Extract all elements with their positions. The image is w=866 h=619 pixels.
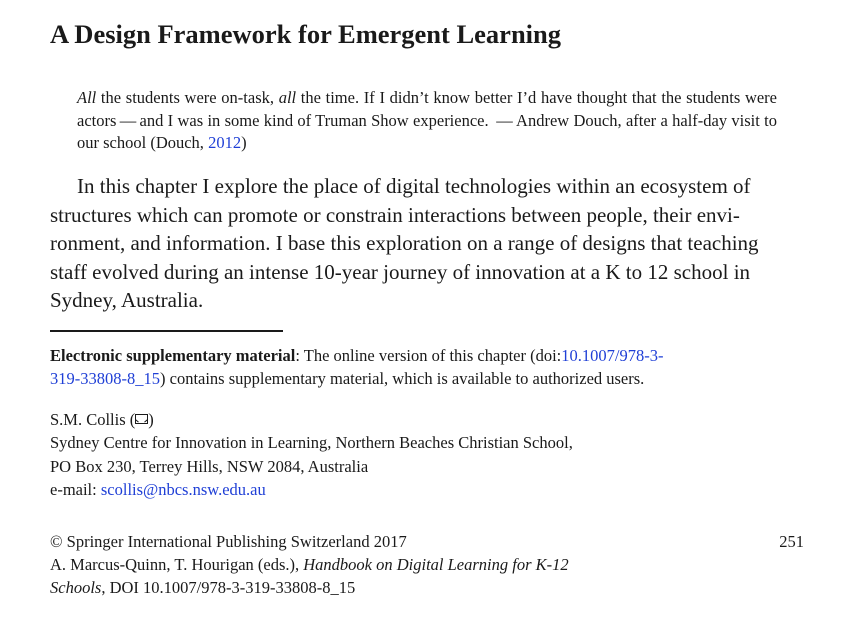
epigraph-close: ) (241, 133, 247, 152)
supplementary-text-2: ) contains supplementary material, which is available to authorized users. (160, 369, 645, 388)
author-name: S.M. Collis (50, 410, 126, 429)
author-affiliation: Sydney Centre for Innovation in Learning, Northern Beaches Christian School, (50, 433, 573, 453)
paragraph-line: In this chapter I explore the place of digital technologies within an ecosystem of (77, 174, 751, 198)
supplementary-note (50, 344, 804, 390)
doi-link-part-1[interactable]: 10.1007/978-3- (561, 346, 664, 365)
email-link[interactable]: scollis@nbcs.nsw.edu.au (100, 479, 266, 499)
author-block: S.M. Collis ( ) Sydney Centre for Innovation in Learning, Northern Beaches Christian School, PO Box 230, Terrey Hills, NSW 2084, Australia e-mail: scollis@nbcs.nsw.edu.au (50, 408, 770, 501)
epigraph-text-2: the time. If I didn’t know better I’d have thought that the students were actors — and I was in some kind of Truman Show experience. — Andrew Douch, after a half-day visit to our school (Douch, (77, 88, 778, 152)
editors-text: A. Marcus-Quinn, T. Hourigan (eds.), (50, 555, 304, 574)
doi-link-part-2[interactable]: 319-33808-8_15 (50, 369, 160, 388)
page-number: 251 (779, 532, 804, 551)
book-title-part-1: Handbook on Digital Learning for K-12 (303, 555, 569, 574)
epigraph-text-1: the students were on-task, (96, 88, 279, 107)
paragraph-line: staff evolved during an intense 10-year journey of innovation at a K to 12 school in (50, 259, 751, 284)
epigraph-emphasis-1: All (77, 88, 97, 107)
copyright-line: © Springer International Publishing Switzerland 2017 (50, 532, 407, 551)
paragraph-line: ronment, and information. I base this exploration on a range of designs that teaching (50, 231, 759, 256)
email-label: e-mail: (50, 479, 101, 499)
intro-paragraph (50, 172, 804, 315)
supplementary-text-1: : The online version of this chapter (doi: (295, 346, 562, 365)
paragraph-line: structures which can promote or constrain interactions between people, their envi- (50, 202, 740, 227)
epigraph-quote (77, 87, 777, 155)
book-title-part-2: Schools (50, 578, 102, 597)
publication-footer (50, 530, 804, 599)
citation-link[interactable]: 2012 (208, 133, 242, 152)
epigraph-emphasis-2: all (278, 88, 297, 107)
footnote-divider (50, 330, 283, 332)
book-doi: , DOI 10.1007/978-3-319-33808-8_15 (101, 578, 356, 597)
chapter-title: A Design Framework for Emergent Learning (50, 19, 562, 49)
author-address: PO Box 230, Terrey Hills, NSW 2084, Australia (50, 456, 369, 476)
paragraph-line: Sydney, Australia. (50, 288, 204, 313)
supplementary-label: Electronic supplementary material (50, 346, 296, 365)
envelope-icon[interactable] (135, 414, 148, 424)
